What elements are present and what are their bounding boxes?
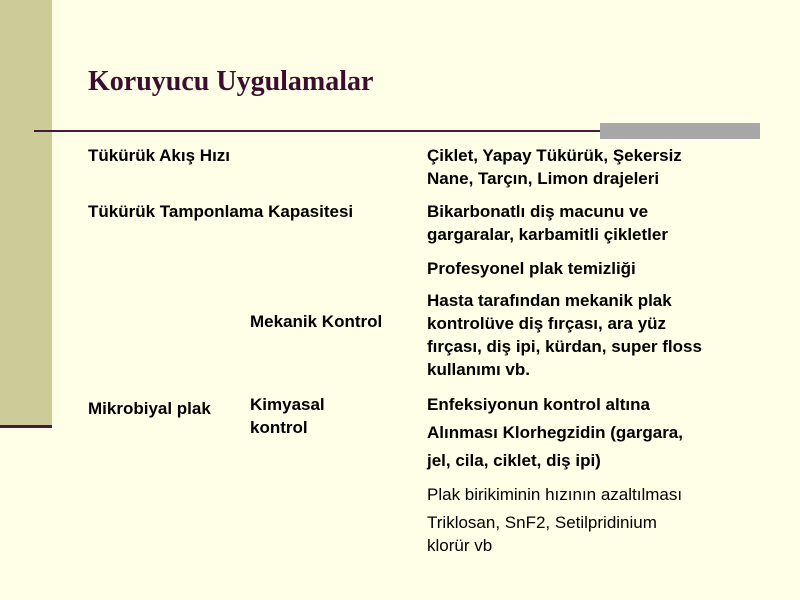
- row-value-chemical: Enfeksiyonun kontrol altına Alınması Klorhegzidin (gargara, jel, cila, ciklet, diş ipi): [427, 395, 683, 470]
- row-value-plaque-reduction: Plak birikiminin hızının azaltılması Triklosan, SnF2, Setilpridinium klorür vb: [427, 485, 683, 555]
- row-label-chemical: Kimyasal kontrol: [250, 395, 325, 437]
- row-value-flow: Çiklet, Yapay Tükürük, Şekersiz Nane, Tarçın, Limon drajeleri: [427, 146, 682, 188]
- slide-title: Koruyucu Uygulamalar: [88, 66, 374, 97]
- row-value-mechanical: Hasta tarafından mekanik plak kontrolüve diş fırçası, ara yüz fırçası, diş ipi, kürdan, super floss kullanımı vb.: [427, 291, 702, 379]
- row-label-flow: Tükürük Akış Hızı: [88, 146, 231, 165]
- row-value-professional: Profesyonel plak temizliği: [427, 259, 636, 278]
- row-label-microbial: Mikrobiyal plak: [88, 399, 211, 418]
- side-decoration-bar: [0, 0, 52, 425]
- row-label-buffer: Tükürük Tamponlama Kapasitesi: [88, 202, 354, 221]
- row-value-buffer: Bikarbonatlı diş macunu ve gargaralar, karbamitli çikletler: [427, 202, 668, 244]
- side-decoration-line: [0, 425, 52, 428]
- title-divider-accent: [600, 123, 760, 139]
- row-label-mechanical: Mekanik Kontrol: [250, 312, 383, 331]
